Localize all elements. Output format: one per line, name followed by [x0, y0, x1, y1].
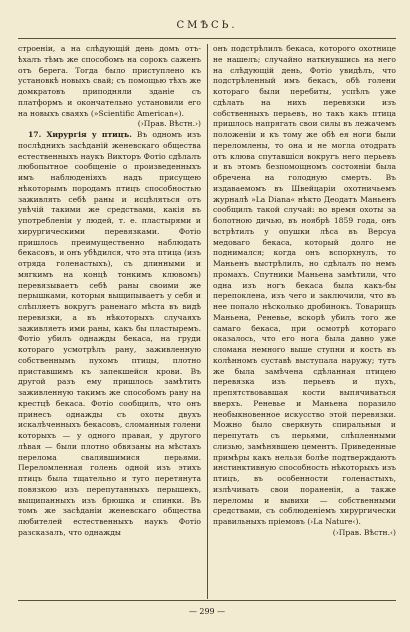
left-paragraph-1-text: строеніи, а на слѣдующій день домъ отъ-ѣхалъ тѣмъ же способомъ на сорокъ саженъ отъ берега. Тогда было приступлено къ установкѣ новыхъ свай; съ помощью тѣхъ же домкратовъ приподняли зданіе съ платформъ и окончательно установили его на новыхъ сваяхъ (»Scientific American«).: [18, 44, 201, 118]
left-paragraph-2-text: Въ одномъ изъ послѣднихъ засѣданій женевскаго общества естественныхъ наукъ Викторъ Фотіо сдѣлалъ любопытное сообщеніе о произведенныхъ имъ наблюденіяхъ надъ присущею нѣкоторымъ породамъ птицъ способностью заживлять себѣ раны и исцѣляться отъ увѣчій такими же средствами, какія въ употребленіи у людей, т. е. пластырями и хирургическими перевязками. Фотіо пришлось преимущественно наблюдать бекасовъ, и онъ убѣдился, что эта птица (изъ отряда голенастыхъ), съ длинными и мягкимъ на концѣ тонкимъ клювомъ) перевязываетъ себѣ раны своими же перышками, которыя выщипываетъ у себя и слѣпляетъ вокругъ раненаго мѣста въ видѣ перевязки, а въ нѣкоторыхъ случаяхъ заживляетъ ими раны, какъ бы пластыремъ. Фотіо убилъ однажды бекаса, на груди котораго усмотрѣлъ рану, заживленную собственнымъ пухомъ птицы, плотно приставшимъ къ запекшейся крови. Въ другой разъ ему пришлось замѣтить заживленную такимъ же способомъ рану на крестцѣ бекаса. Фотіо сообщилъ, что онъ принесъ однажды съ охоты двухъ искалѣченныхъ бекасовъ, сломанныя голени которыхъ — у одного правая, у другого лѣвая — были плотно обвязаны на мѣстахъ перелома свалявшимися перьями. Переломленная голень одной изъ этихъ птицъ была тщательно и туго перетянута повязкою изъ перепутанныхъ перышекъ, выщипанныхъ изъ брюшка и спинки. Въ томъ же засѣданіи женевскаго общества любителей естественныхъ наукъ Фотіо разсказалъ, что однажды: [18, 130, 201, 537]
left-paragraph-1: [18, 44, 201, 130]
right-paragraph-1-source: (›Прав. Вѣстн.‹): [332, 527, 396, 537]
section-heading-17: 17. Хирургія у птицъ.: [28, 130, 132, 139]
column-divider: [207, 44, 208, 599]
left-column: [18, 44, 201, 599]
footer-rule: [18, 600, 396, 601]
page-number: — 299 —: [188, 607, 226, 616]
left-paragraph-2: [18, 130, 201, 539]
left-paragraph-1-source: (›Прав. Вѣстн.›): [137, 119, 201, 129]
running-header: СМѢСЬ.: [176, 20, 238, 31]
right-paragraph-1: [213, 44, 396, 539]
right-paragraph-1-text: онъ подстрѣлилъ бекаса, которого охотнице не нашелъ; случайно наткнувшись на него на слѣдующій день, Фотіо увидѣлъ, что подстрѣленный имъ бекасъ, обѣ голени котораго были перебиты, успѣлъ уже сдѣлать на нихъ перевязки изъ собственныхъ перьевъ, но такъ какъ птица пришлось напрягать свои силы въ лежачемъ положеніи и къ тому же обѣ ея ноги были переломлены, то она и не могла отодрать отъ клюва спутавшіся вокругъ него перьевъ и въ этомъ безпомощномъ состояніи была обречена на голодную смерть. Въ издаваемомъ въ Швейцаріи охотничьемъ журналѣ »La Diana« нѣкто Деодатъ Маньенъ сообщилъ такой случай: во время охоты за болотною дичью, въ ноябрѣ 1859 года, онъ встрѣтилъ у опушки лѣса въ Версуа медоваго бекаса, который долго не поднимался; когда онъ вспорхнулъ, то Маньенъ выстрѣлилъ, но сдѣлалъ по немъ промахъ. Спутники Маньена замѣтили, что одна изъ ногъ бекаса была какъ-бы перепоклена, изъ чего и заключили, что въ нее попало нѣсколько дробинокъ. Товарищъ Маньена, Реневье, вскорѣ убилъ того же самаго бекаса, при осмотрѣ котораго оказалось, что его нога была давно уже сломана немного выше ступни и кость въ колѣнномъ суставѣ выступала наружу; тутъ же была замѣчена сдѣланная птицею перевязка изъ перьевъ и пухъ, препятствовавшая кости выпячиваться вверхъ. Реневье и Маньена поразило необыкновенное искусство этой перевязки. Можно было сверкнуть спиральныя и перепутать съ перьями, слѣпленными слизью, замѣнявшею цементъ. Приведенные примѣры какъ нельзя болѣе подтверждаютъ инстинктивную способность нѣкоторыхъ изъ птицъ, въ особенности голенастыхъ, излѣчивать свои пораненія, а также переломы и вывихи — собственными средствами, съ соблюденіемъ хирургически правильныхъ пріемовъ (›La Nature‹).: [213, 44, 396, 526]
header-rule: [18, 38, 396, 39]
book-page: [18, 16, 396, 622]
right-column: [213, 44, 396, 599]
